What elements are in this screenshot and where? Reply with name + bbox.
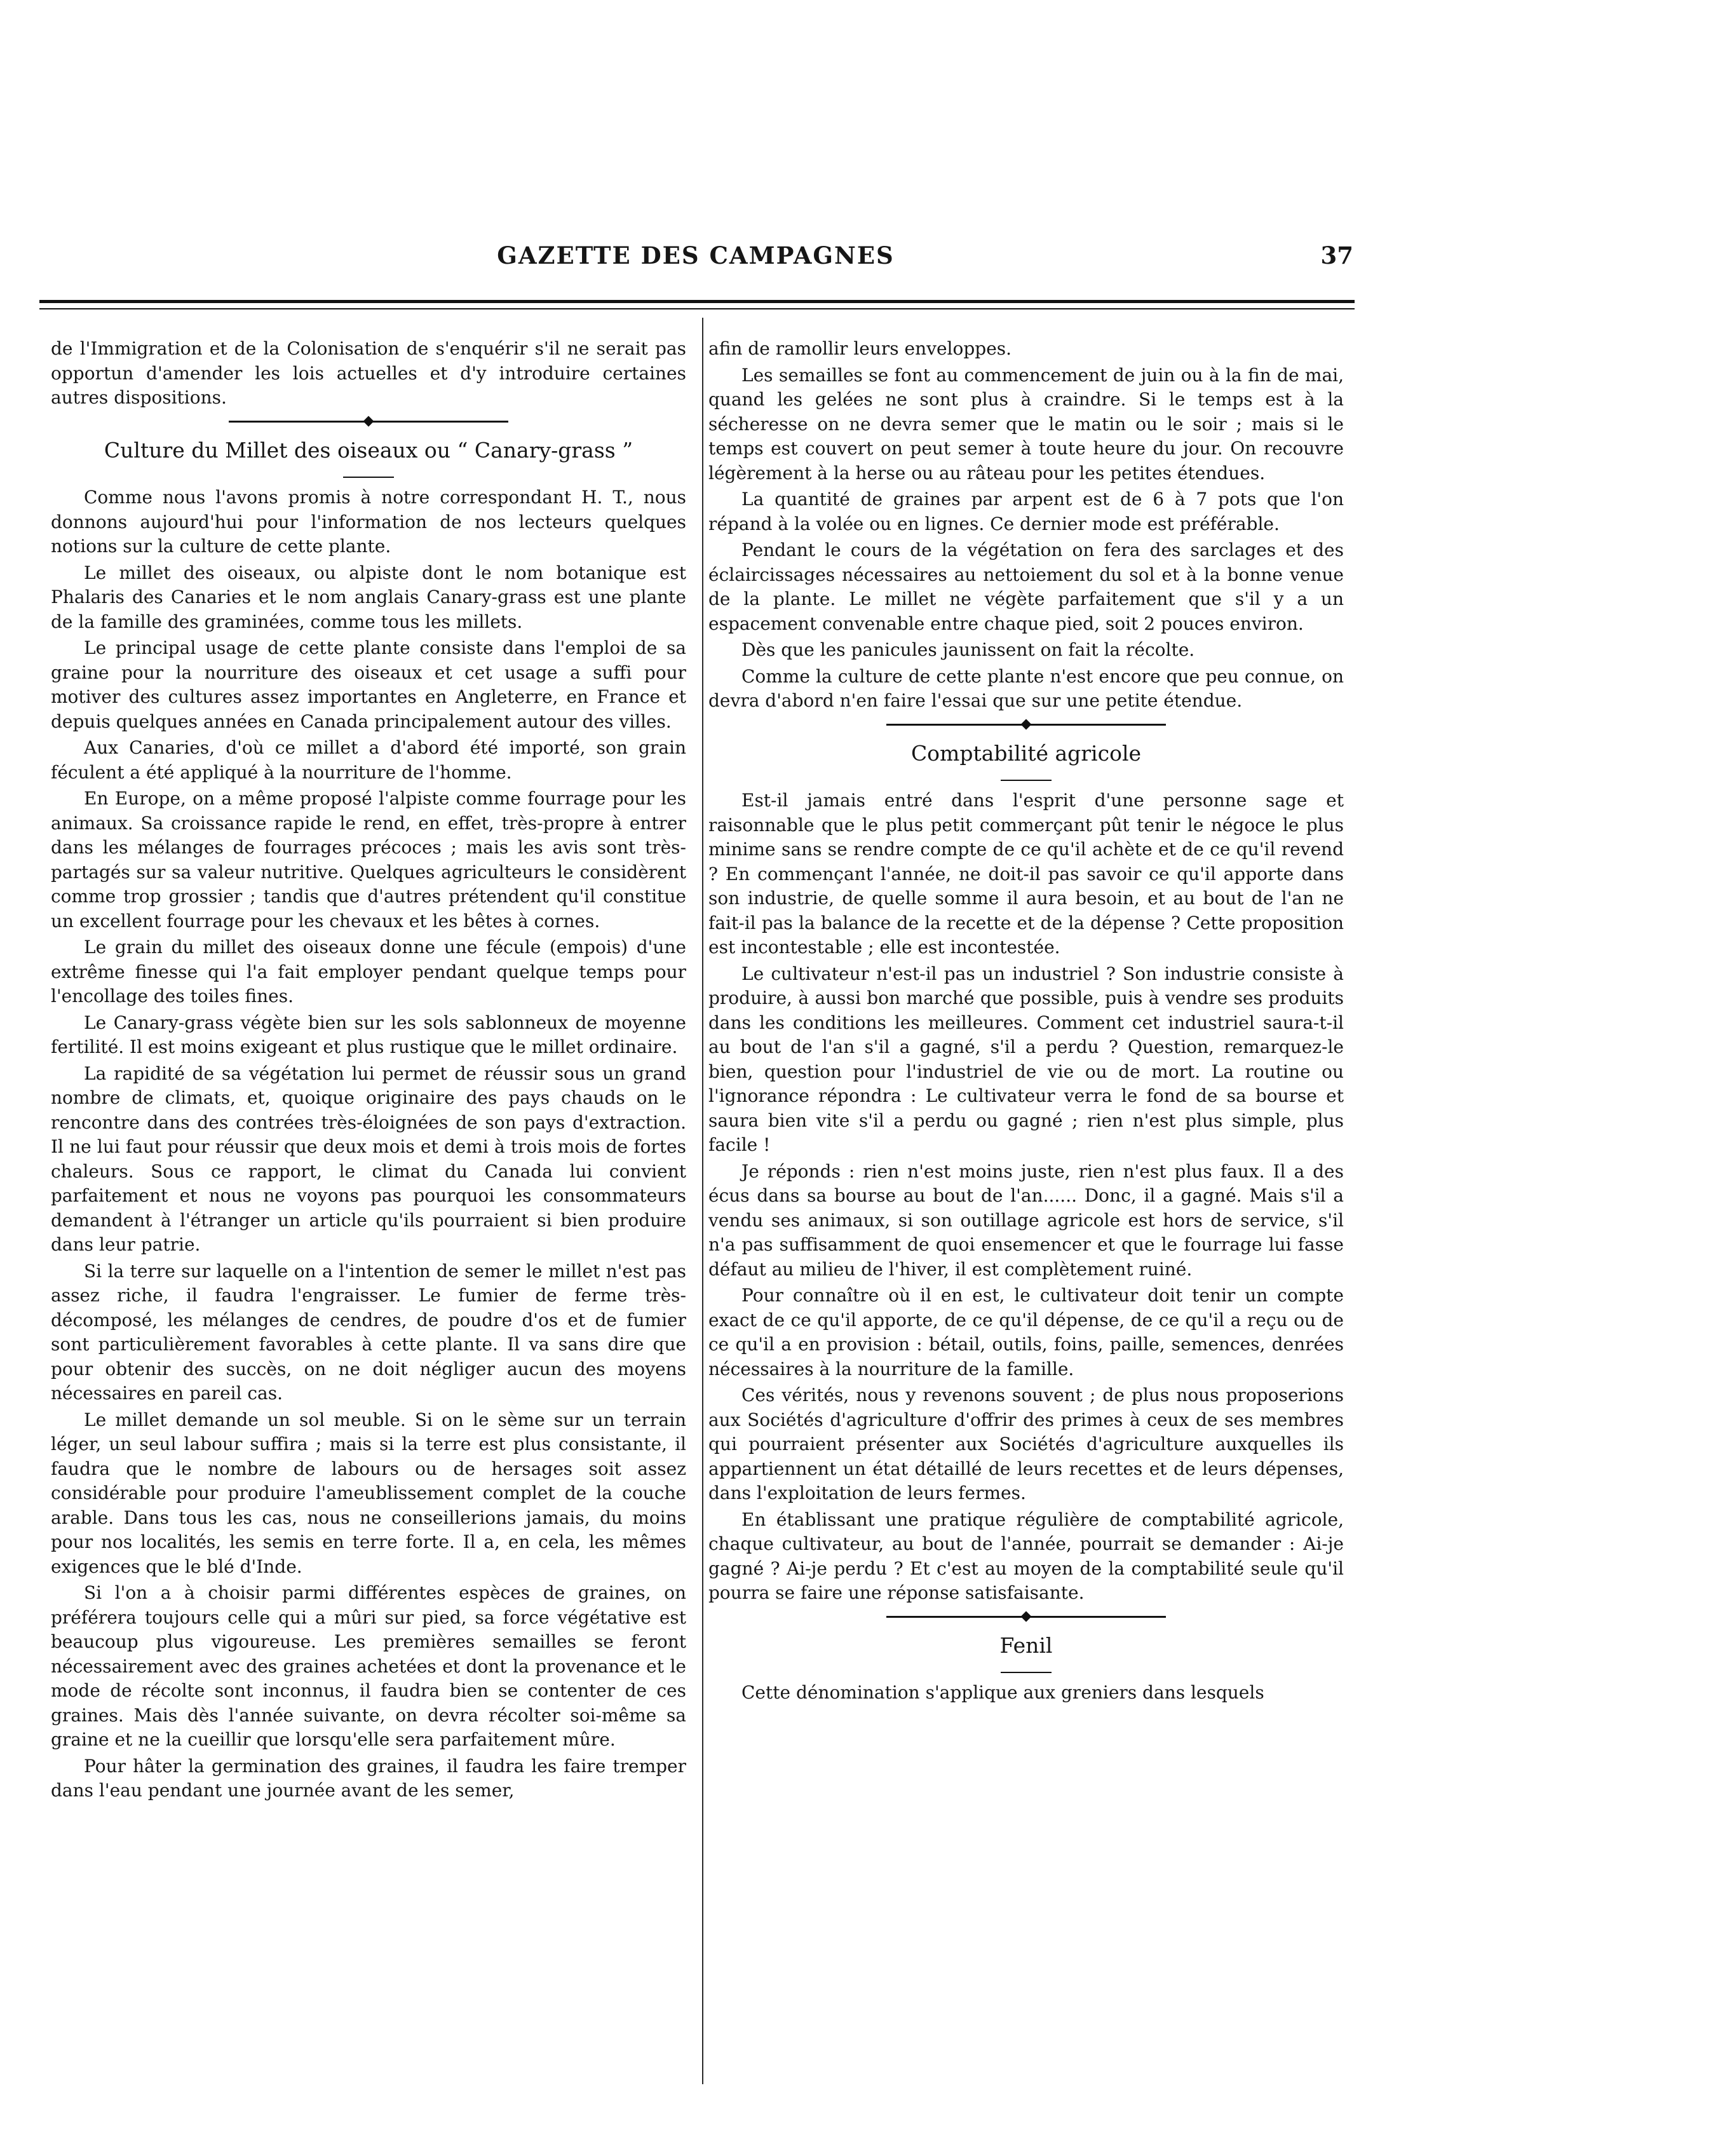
publication-title: GAZETTE DES CAMPAGNES xyxy=(497,241,895,269)
article-continuation: de l'Immigration et de la Colonisation de s'enquérir s'il ne serait pas opportun d'amender les lois actuelles et d'y introduire certaines autres dispositions. xyxy=(51,338,686,408)
heading-underline xyxy=(708,777,1344,786)
paragraph: Pour hâter la germination des graines, il faudra les faire tremper dans l'eau pendant une journée avant de les semer, xyxy=(51,1755,686,1801)
section-separator xyxy=(708,717,1344,731)
paragraph: La rapidité de sa végétation lui permet de réussir sous un grand nombre de climats, et, quoique originaire des pays chauds on le rencontre dans des contrées très-éloignées de son pays d'extraction. Il ne lui faut pour réussir que deux mois et demi à trois mois de fortes chaleurs. Sous ce rapport, le climat du Canada lui convient parfaitement et nous ne voyons pas pourquoi les consommateurs demandent à l'étranger un article qu'ils pourraient si bien produire dans leur patrie. xyxy=(51,1062,686,1255)
paragraph: Si l'on a à choisir parmi différentes espèces de graines, on préférera toujours celle qui a mûri sur pied, sa force végétative est beaucoup plus vigoureuse. Les premières semailles se feront nécessairement avec des graines achetées et dont la provenance et le mode de récolte sont inconnus, il faudra bien se contenter de ces graines. Mais dès l'année suivante, on devra récolter soi-même sa graine et ne la cueillir que lorsqu'elle sera parfaitement mûre. xyxy=(51,1582,686,1750)
article-heading-fenil: Fenil xyxy=(999,1632,1053,1658)
article-heading-millet: Culture du Millet des oiseaux ou “ Canary-grass ” xyxy=(104,437,633,463)
heading-underline xyxy=(708,1669,1344,1678)
paragraph: Le millet demande un sol meuble. Si on le sème sur un terrain léger, un seul labour suffira ; mais si la terre est plus consistante, il faudra que le nombre de labours ou de hersages soit assez considérable pour produire l'ameublissement complet de la couche arable. Dans tous les cas, nous ne conseillerions jamais, du moins pour nos localités, les semis en terre forte. Il a, en cela, les mêmes exigences que le blé d'Inde. xyxy=(51,1409,686,1577)
paragraph: Cette dénomination s'applique aux greniers dans lesquels xyxy=(741,1682,1264,1703)
header-rule xyxy=(39,300,1355,309)
paragraph: Comme nous l'avons promis à notre correspondant H. T., nous donnons aujourd'hui pour l'information de nos lecteurs quelques notions sur la culture de cette plante. xyxy=(51,487,686,557)
paragraph-continuation: afin de ramollir leurs enveloppes. xyxy=(708,338,1012,359)
paragraph: Pour connaître où il en est, le cultivateur doit tenir un compte exact de ce qu'il apporte, de ce qu'il dépense, de ce qu'il a reçu ou de ce qu'il a en provision : bétail, outils, foins, paille, semences, denrées nécessaires à la nourriture de la famille. xyxy=(708,1285,1344,1380)
paragraph: Comme la culture de cette plante n'est encore que peu connue, on devra d'abord n'en faire l'essai que sur une petite étendue. xyxy=(708,665,1344,711)
page-header xyxy=(38,241,1353,280)
paragraph: Le principal usage de cette plante consiste dans l'emploi de sa graine pour la nourriture des oiseaux et cet usage a suffi pour motiver des cultures assez importantes en Angleterre, en France et depuis quelques années en Canada principalement autour des villes. xyxy=(51,637,686,732)
paragraph: Le cultivateur n'est-il pas un industriel ? Son industrie consiste à produire, à aussi bon marché que possible, puis à vendre ses produits dans les conditions les meilleures. Comment cet industriel saura-t-il au bout de l'an s'il a gagné, s'il a perdu ? Question, remarquez-le bien, question pour l'industriel de vie ou de mort. La routine ou l'ignorance répondra : Le cultivateur verra le fond de sa bourse et saura bien vite s'il a perdu ou gagné ; rien n'est plus simple, plus facile ! xyxy=(708,963,1344,1155)
paragraph: La quantité de graines par arpent est de 6 à 7 pots que l'on répand à la volée ou en lignes. Ce dernier mode est préférable. xyxy=(708,489,1344,534)
section-separator xyxy=(51,414,686,428)
section-separator xyxy=(708,1610,1344,1624)
left-column xyxy=(51,337,686,1805)
paragraph: Est-il jamais entré dans l'esprit d'une personne sage et raisonnable que le plus petit commerçant pût tenir le négoce le plus minime sans se rendre compte de ce qu'il achète et de ce qu'il revend ? En commençant l'année, ne doit-il pas savoir ce qu'il apporte dans son industrie, de quelle somme il aura besoin, et au bout de l'an ne fait-il pas la balance de la recette et de la dépense ? Cette proposition est incontestable ; elle est incontestée. xyxy=(708,790,1344,958)
column-divider xyxy=(702,318,703,2084)
paragraph: Les semailles se font au commencement de juin ou à la fin de mai, quand les gelées ne sont plus à craindre. Si le temps est à la sécheresse on ne devra semer que le matin ou le soir ; mais si le temps est couvert on peut semer à toute heure du jour. On recouvre légèrement à la herse ou au râteau pour les petites étendues. xyxy=(708,364,1344,484)
page-number: 37 xyxy=(1320,241,1353,269)
paragraph: Ces vérités, nous y revenons souvent ; de plus nous proposerions aux Sociétés d'agriculture d'offrir des primes à ceux de ses membres qui pourraient présenter aux Sociétés d'agriculture auxquelles ils appartiennent un état détaillé de leurs recettes et de leurs dépenses, dans l'exploitation de leurs fermes. xyxy=(708,1385,1344,1503)
paragraph: En établissant une pratique régulière de comptabilité agricole, chaque cultivateur, au bout de l'année, pourrait se demander : Ai-je gagné ? Ai-je perdu ? Et c'est au moyen de la comptabilité seule qu'il pourra se faire une réponse satisfaisante. xyxy=(708,1509,1344,1603)
right-column xyxy=(708,337,1344,1707)
paragraph: Pendant le cours de la végétation on fera des sarclages et des éclaircissages nécessaires au nettoiement du sol et à la bonne venue de la plante. Le millet ne végète parfaitement que s'il y a un espacement convenable entre chaque pied, soit 2 pouces environ. xyxy=(708,539,1344,634)
paragraph: Aux Canaries, d'où ce millet a d'abord été importé, son grain féculent a été appliqué à la nourriture de l'homme. xyxy=(51,737,686,783)
heading-underline xyxy=(51,474,686,483)
paragraph: En Europe, on a même proposé l'alpiste comme fourrage pour les animaux. Sa croissance rapide le rend, en effet, très-propre à entrer dans les mélanges de fourrages précoces ; mais les avis sont très-partagés sur sa valeur nutritive. Quelques agriculteurs le considèrent comme trop grossier ; tandis que d'autres prétendent qu'il constitue un excellent fourrage pour les chevaux et les bêtes à cornes. xyxy=(51,788,686,932)
article-heading-comptabilite: Comptabilité agricole xyxy=(910,740,1142,766)
paragraph: Le grain du millet des oiseaux donne une fécule (empois) d'une extrême finesse qui l'a fait employer pendant quelque temps pour l'encollage des toiles fines. xyxy=(51,937,686,1007)
paragraph: Le millet des oiseaux, ou alpiste dont le nom botanique est Phalaris des Canaries et le nom anglais Canary-grass est une plante de la famille des graminées, comme tous les millets. xyxy=(51,562,686,632)
paragraph: Je réponds : rien n'est moins juste, rien n'est plus faux. Il a des écus dans sa bourse au bout de l'an...... Donc, il a gagné. Mais s'il a vendu ses animaux, si son outillage agricole est hors de service, s'il n'a pas suffisamment de quoi ensemencer et que le fourrage lui fasse défaut au milieu de l'hiver, il est complètement ruiné. xyxy=(708,1160,1344,1280)
paragraph: Dès que les panicules jaunissent on fait la récolte. xyxy=(741,639,1195,660)
paragraph: Si la terre sur laquelle on a l'intention de semer le millet n'est pas assez riche, il faudra l'engraisser. Le fumier de ferme très-décomposé, les mélanges de cendres, de poudre d'os et de fumier sont particulièrement favorables à cette plante. Il va sans dire que pour obtenir des succès, on ne doit négliger aucun des moyens nécessaires en pareil cas. xyxy=(51,1260,686,1404)
paragraph: Le Canary-grass végète bien sur les sols sablonneux de moyenne fertilité. Il est moins exigeant et plus rustique que le millet ordinaire. xyxy=(51,1012,686,1057)
